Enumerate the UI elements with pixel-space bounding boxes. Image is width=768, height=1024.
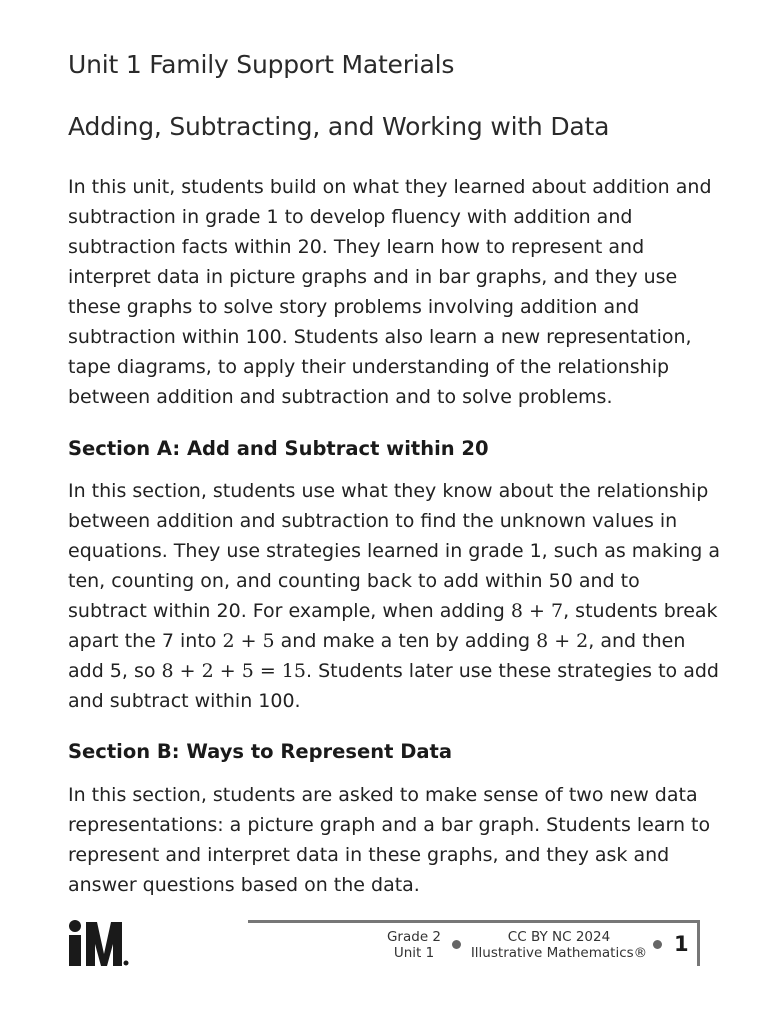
text-line: these graphs to solve story problems involving addition and bbox=[68, 296, 640, 318]
page-number: 1 bbox=[674, 932, 689, 956]
text-line bbox=[68, 656, 719, 686]
text-fragment: , and then bbox=[588, 630, 686, 652]
math-expression: 8 + 2 bbox=[536, 630, 589, 652]
footer-rule-vertical bbox=[697, 920, 700, 966]
text-line: tape diagrams, to apply their understanding of the relationship bbox=[68, 356, 670, 378]
text-line: In this unit, students build on what they learned about addition and bbox=[68, 176, 712, 198]
intro-paragraph bbox=[68, 172, 712, 412]
footer-grade-unit bbox=[380, 929, 448, 961]
text-line: subtraction facts within 20. They learn how to represent and bbox=[68, 236, 645, 258]
text-fragment: , students break bbox=[563, 600, 718, 622]
text-line: interpret data in picture graphs and in bar graphs, and they use bbox=[68, 266, 678, 288]
footer-publisher: Illustrative Mathematics® bbox=[470, 945, 648, 961]
section-b-heading: Section B: Ways to Represent Data bbox=[68, 740, 453, 763]
footer-license-text: CC BY NC 2024 bbox=[507, 929, 611, 945]
text-fragment: subtract within 20. For example, when adding bbox=[68, 600, 511, 622]
text-line: subtraction within 100. Students also learn a new representation, bbox=[68, 326, 692, 348]
text-line: represent and interpret data in these graphs, and they ask and bbox=[68, 844, 670, 866]
text-line: ten, counting on, and counting back to add within 50 and to bbox=[68, 570, 640, 592]
footer-grade: Grade 2 bbox=[386, 929, 442, 945]
text-line: representations: a picture graph and a bar graph. Students learn to bbox=[68, 814, 711, 836]
text-line: equations. They use strategies learned in grade 1, such as making a bbox=[68, 540, 721, 562]
text-line bbox=[68, 596, 718, 626]
bullet-dot-icon bbox=[653, 940, 662, 949]
text-fragment: and make a ten by adding bbox=[274, 630, 537, 652]
text-line bbox=[68, 626, 708, 656]
text-line: between addition and subtraction and to solve problems. bbox=[68, 386, 613, 408]
math-expression: 8 + 7 bbox=[510, 600, 564, 622]
im-logo-icon bbox=[66, 918, 132, 970]
text-line: In this section, students are asked to make sense of two new data bbox=[68, 784, 698, 806]
text-line: subtraction in grade 1 to develop fluency with addition and bbox=[68, 206, 633, 228]
text-fragment: . Students later use these strategies to add bbox=[306, 660, 719, 682]
document-title: Unit 1 Family Support Materials bbox=[68, 50, 455, 79]
document-subtitle: Adding, Subtracting, and Working with Data bbox=[68, 112, 610, 141]
section-a-heading: Section A: Add and Subtract within 20 bbox=[68, 437, 489, 460]
section-b-paragraph bbox=[68, 780, 711, 900]
text-line: and subtract within 100. bbox=[68, 690, 301, 712]
footer-rule bbox=[248, 920, 700, 923]
footer-unit: Unit 1 bbox=[393, 945, 435, 961]
section-a-paragraph bbox=[68, 476, 721, 716]
bullet-dot-icon bbox=[452, 940, 461, 949]
footer-license bbox=[470, 929, 648, 961]
math-expression: 8 + 2 + 5 = 15 bbox=[161, 660, 306, 682]
text-fragment: apart the 7 into bbox=[68, 630, 223, 652]
text-line: between addition and subtraction to find the unknown values in bbox=[68, 510, 678, 532]
text-line: answer questions based on the data. bbox=[68, 874, 420, 896]
math-expression: 2 + 5 bbox=[222, 630, 275, 652]
text-line: In this section, students use what they know about the relationship bbox=[68, 480, 709, 502]
text-fragment: add 5, so bbox=[68, 660, 162, 682]
